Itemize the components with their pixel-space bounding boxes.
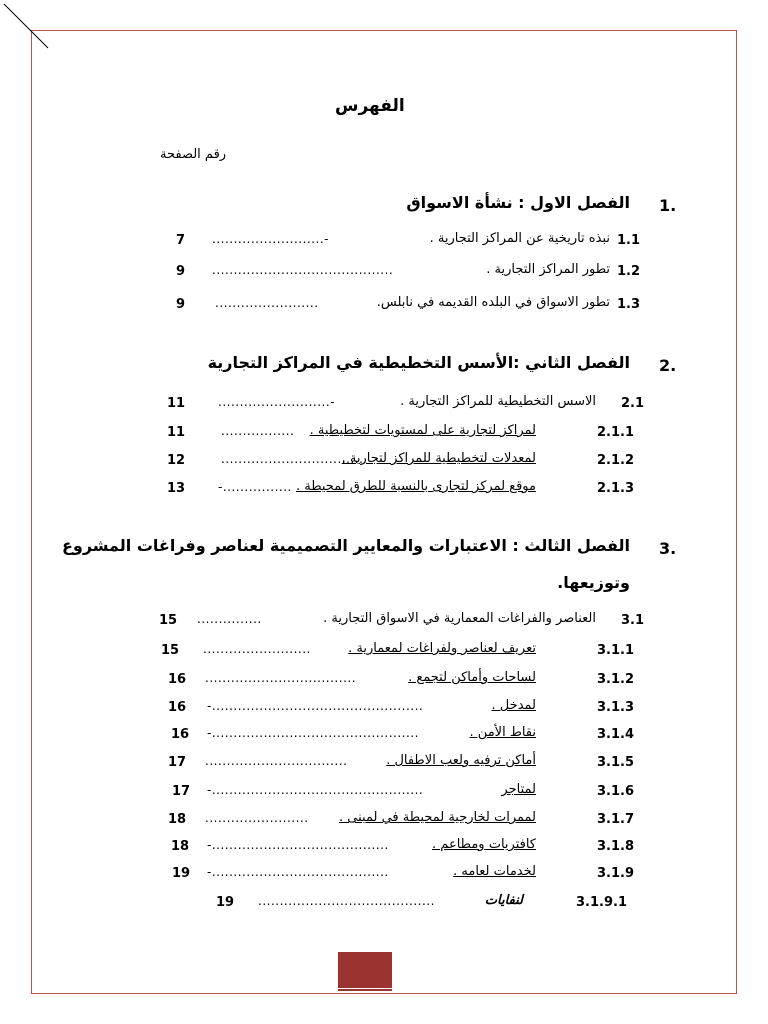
toc-entry-leader: -......................................... (207, 838, 389, 852)
toc-entry-title: نقاط الأمن . (469, 725, 536, 740)
toc-entry-page: 9 (176, 264, 186, 279)
toc-entry-title: لنفايات (484, 893, 523, 908)
toc-entry-number: 2.1.2 (597, 453, 635, 468)
toc-entry-leader: -......................................... (207, 865, 389, 879)
toc-entry-number: 3.1.8 (597, 839, 635, 854)
chapter-2-title: الفصل الثاني :الأسس التخطيطية في المراكز التجارية (207, 353, 630, 372)
toc-entry-title: كافتريات ومطاعم . (432, 837, 536, 852)
toc-entry-page: 15 (161, 643, 180, 658)
toc-entry-page: 11 (167, 396, 186, 411)
chapter-3-number: 3. (659, 539, 677, 558)
toc-entry-number: 3.1.4 (597, 727, 635, 742)
toc-entry-number: 3.1.1 (597, 643, 635, 658)
toc-entry-page: 16 (168, 672, 187, 687)
toc-entry-page: 16 (171, 727, 190, 742)
toc-entry-page: 15 (159, 613, 178, 628)
toc-entry-title: لساحات وأماكن لتجمع . (408, 670, 536, 685)
toc-entry-page: 9 (176, 297, 186, 312)
toc-entry-title: لمتاجر (501, 782, 536, 797)
toc-entry-page: 19 (172, 866, 191, 881)
toc-entry-page: 18 (171, 839, 190, 854)
page-title: الفهرس (335, 96, 405, 116)
footer-underline (338, 989, 392, 991)
toc-entry-page: 17 (172, 784, 191, 799)
chapter-2-number: 2. (659, 356, 677, 375)
toc-entry-number: 3.1.6 (597, 784, 635, 799)
toc-entry-leader: ................................... (205, 671, 357, 685)
toc-entry-leader: -................................................ (207, 726, 419, 740)
chapter-3-title-line1: الفصل الثالث : الاعتبارات والمعايير التصميمية لعناصر وفراغات المشروع (61, 536, 630, 555)
toc-entry-number: 1.3 (617, 297, 641, 312)
toc-entry-leader: .......................................... (212, 263, 394, 277)
toc-entry-title: تطور المراكز التجارية . (486, 262, 610, 277)
page-number-column-label: رقم الصفحة (160, 147, 227, 162)
toc-entry-title: الاسس التخطيطية للمراكز التجارية . (400, 394, 596, 409)
toc-entry-number: 2.1 (621, 396, 645, 411)
toc-entry-number: 2.1.3 (597, 481, 635, 496)
toc-entry-page: 17 (168, 755, 187, 770)
toc-entry-page: 18 (168, 812, 187, 827)
toc-entry-leader: ..........................- (212, 232, 330, 246)
toc-entry-leader: ................. (221, 424, 295, 438)
toc-entry-page: 7 (176, 233, 186, 248)
chapter-1-title: الفصل الاول : نشأة الاسواق (406, 193, 630, 212)
toc-entry-title: تطور الاسواق في البلده القديمه في نابلس. (376, 295, 610, 310)
toc-entry-number: 1.2 (617, 264, 641, 279)
toc-entry-leader: ................................. (205, 754, 348, 768)
toc-entry-leader: -................ (218, 480, 292, 494)
toc-entry-leader: ......................... (203, 642, 311, 656)
toc-entry-number: 3.1.2 (597, 672, 635, 687)
toc-entry-title: نبذه تاريخية عن المراكز التجارية . (429, 231, 610, 246)
toc-entry-title: لممرات لخارجية لمحيطة في لمبنى . (339, 810, 536, 825)
toc-entry-number: 3.1.7 (597, 812, 635, 827)
toc-entry-page: 13 (167, 481, 186, 496)
toc-entry-title: تعريف لعناصر ولفراغات لمعمارية . (348, 641, 536, 656)
toc-entry-leader: ................................. (221, 452, 364, 466)
chapter-3-title-line2: وتوزيعها. (557, 573, 630, 592)
toc-entry-title: موقع لمركز لتجارى بالنسبة للطرق لمحيطة . (295, 479, 536, 494)
toc-entry-page: 12 (167, 453, 186, 468)
toc-entry-title: العناصر والفراغات المعمارية في الاسواق التجارية . (323, 611, 596, 626)
toc-entry-leader: -................................................. (207, 699, 424, 713)
page-corner-fold-line (0, 0, 60, 60)
toc-entry-page: 16 (168, 700, 187, 715)
toc-entry-number: 3.1 (621, 613, 645, 628)
toc-entry-number: 1.1 (617, 233, 641, 248)
toc-entry-title: أماكن ترفيه ولعب الاطفال . (386, 753, 536, 768)
footer-page-marker (338, 952, 392, 988)
toc-entry-leader: ........................ (215, 296, 319, 310)
toc-entry-number: 3.1.9.1 (576, 895, 627, 910)
toc-entry-leader: ..........................- (218, 395, 336, 409)
toc-entry-leader: ............... (197, 612, 262, 626)
toc-entry-leader: -................................................. (207, 783, 424, 797)
toc-entry-leader: ......................................... (258, 894, 435, 908)
toc-entry-page: 11 (167, 425, 186, 440)
toc-entry-number: 3.1.5 (597, 755, 635, 770)
toc-entry-title: لمعدلات لتخطيطية للمراكز لتجارية . (341, 451, 536, 466)
toc-entry-number: 3.1.3 (597, 700, 635, 715)
toc-entry-title: لمراكز لتجارية على لمستويات لتخطيطية . (309, 423, 536, 438)
chapter-1-number: 1. (659, 196, 677, 215)
toc-entry-title: لمدخل . (491, 698, 536, 713)
toc-entry-leader: ........................ (205, 811, 309, 825)
toc-entry-page: 19 (216, 895, 235, 910)
toc-entry-number: 3.1.9 (597, 866, 635, 881)
toc-entry-number: 2.1.1 (597, 425, 635, 440)
toc-entry-title: لخدمات لعامه . (453, 864, 536, 879)
